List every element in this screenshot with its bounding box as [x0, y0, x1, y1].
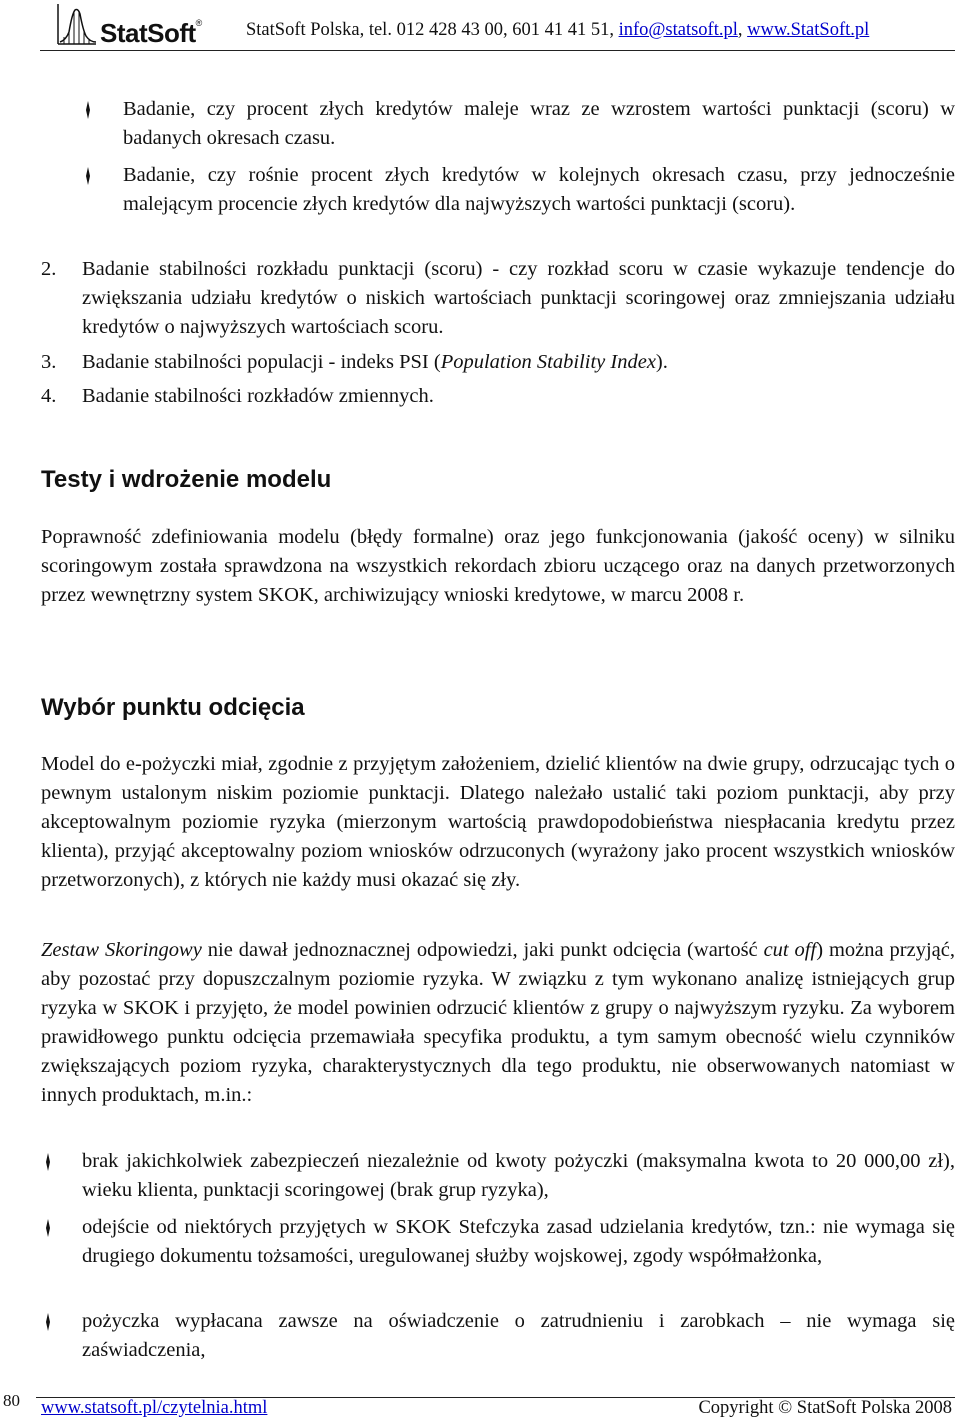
bullet-icon	[41, 1152, 55, 1172]
logo-wordmark: StatSoft®	[100, 18, 202, 48]
item-number: 3.	[41, 351, 57, 373]
bullet-icon	[81, 100, 95, 120]
logo-chart-icon	[56, 4, 96, 46]
numbered-item-text: Badanie stabilności populacji - indeks PSI (Population Stability Index).	[82, 351, 668, 373]
statsoft-logo	[52, 4, 230, 48]
contact-info: StatSoft Polska, tel. 012 428 43 00, 601 41 41 51,	[246, 20, 619, 40]
list-item: odejście od niektórych przyjętych w SKOK Stefczyka zasad udzielania kredytów, tzn.: nie wymaga się drugiego dokumentu tożsamości, uregulowanej służby wojskowej, zgody współmałżonka,	[82, 1216, 955, 1267]
list-item: Badanie, czy rośnie procent złych kredytów w kolejnych okresach czasu, przy jednocześnie malejącym procencie złych kredytów dla najwyższych wartości punktacji (scoru).	[123, 164, 955, 215]
list-item: pożyczka wypłacana zawsze na oświadczenie o zatrudnieniu i zarobkach – nie wymaga się zaświadczenia,	[82, 1310, 955, 1361]
separator: ,	[737, 20, 748, 40]
paragraph-cutoff-2: Zestaw Skoringowy nie dawał jednoznacznej odpowiedzi, jaki punkt odcięcia (wartość cut off) można przyjąć, aby pozostać przy dopuszczalnym poziomie ryzyka. W związku z tym wykonano analizę istniejących grup ryzyka w SKOK i przyjęto, że model powinien odrzucić klientów z grupy o najwyższym ryzyku. Za wyborem prawidłowego punktu odcięcia przemawiała specyfika produktu, a tym samym obecność wielu czynników zwiększających poziom ryzyka, charakterystycznych dla tego produktu, nie obserwowanych natomiast w innych produktach, m.in.:	[41, 939, 955, 1106]
reading-room-link[interactable]: www.statsoft.pl/czytelnia.html	[41, 1398, 268, 1418]
section-heading-tests: Testy i wdrożenie modelu	[41, 466, 332, 493]
header-divider	[40, 50, 955, 51]
section-heading-cutoff: Wybór punktu odcięcia	[41, 694, 305, 721]
bullet-icon	[41, 1218, 55, 1238]
page-number: 80	[3, 1391, 20, 1410]
list-item: Badanie, czy procent złych kredytów maleje wraz ze wzrostem wartości punktacji (scoru) w badanych okresach czasu.	[123, 98, 955, 149]
email-link[interactable]: info@statsoft.pl	[618, 20, 738, 40]
website-link[interactable]: www.StatSoft.pl	[747, 20, 870, 40]
item-number: 2.	[41, 258, 57, 280]
list-item: brak jakichkolwiek zabezpieczeń niezależnie od kwoty pożyczki (maksymalna kwota to 20 000,00 zł), wieku klienta, punktacji scoringowej (brak grup ryzyka),	[82, 1150, 955, 1201]
copyright-text: Copyright © StatSoft Polska 2008	[698, 1398, 952, 1418]
bullet-icon	[41, 1312, 55, 1332]
bullet-icon	[81, 166, 95, 186]
page-header	[0, 0, 960, 54]
numbered-item-text: Badanie stabilności rozkładów zmiennych.	[82, 385, 434, 407]
header-contact	[246, 20, 869, 41]
paragraph-cutoff-1: Model do e-pożyczki miał, zgodnie z przyjętym założeniem, dzielić klientów na dwie grupy, odrzucając tych o pewnym ustalonym niskim poziomie punktacji. Dlatego należało ustalić taki poziom punktacji, aby przy akceptowalnym poziomie ryzyka (mierzonym wartością prawdopodobieństwa niespłacania kredytu przez klienta), przyjąć akceptowalny poziom wniosków odrzuconych (wyrażony jako procent wszystkich wniosków przetworzonych), z których nie każdy musi okazać się zły.	[41, 753, 955, 891]
item-number: 4.	[41, 385, 57, 407]
numbered-item-text: Badanie stabilności rozkładu punktacji (scoru) - czy rozkład scoru w czasie wykazuje tendencje do zwiększania udziału kredytów o niskich wartościach punktacji scoringowej oraz zmniejszania udziału kredytów o najwyższych wartościach scoru.	[82, 258, 955, 338]
paragraph-tests: Poprawność zdefiniowania modelu (błędy formalne) oraz jego funkcjonowania (jakość oceny) w silniku scoringowym została sprawdzona na wszystkich rekordach zbioru uczącego oraz na danych przetworzonych przez wewnętrzny system SKOK, archiwizujący wnioski kredytowe, w marcu 2008 r.	[41, 526, 955, 606]
